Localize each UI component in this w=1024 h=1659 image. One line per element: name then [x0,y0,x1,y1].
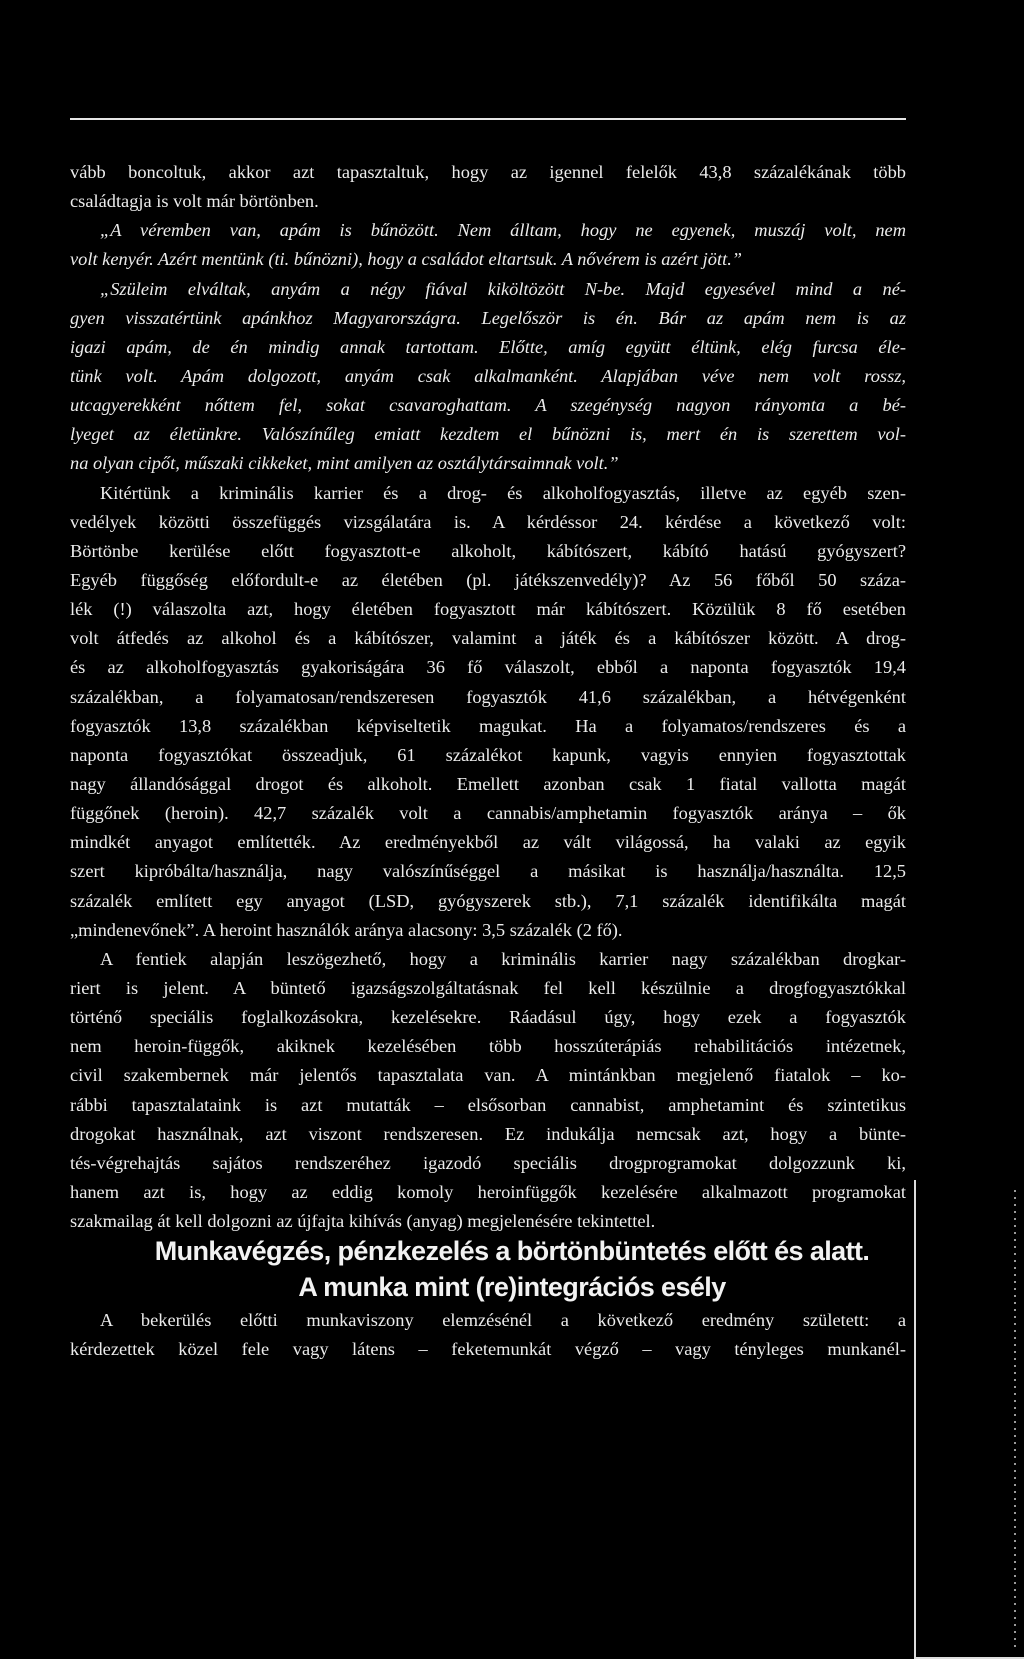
quote-line: tünk volt. Apám dolgozott, anyám csak alkalmanként. Alapjában véve nem volt rossz, [70,365,906,386]
text-line: tés-végrehajtás sajátos rendszeréhez igazodó speciális drogprogramokat dolgozzunk ki, [70,1152,906,1173]
text-line: Börtönbe kerülése előtt fogyasztott-e alkoholt, kábítószert, kábító hatású gyógyszert? [70,540,906,561]
text-line: lék (!) válaszolta azt, hogy életében fogyasztott már kábítószert. Közülük 8 fő esetében [70,599,906,620]
text-line: rábbi tapasztalataink is azt mutatták – elsősorban cannabist, amphetamint és szintetikus [70,1094,906,1115]
text-line: vedélyek közötti összefüggés vizsgálatára is. A kérdéssor 24. kérdése a következő volt: [70,511,906,532]
quote-line: gyen visszatértünk apánkhoz Magyarországra. Legelőször is én. Bár az apám nem is az [70,307,906,328]
text-line: „mindenevőnek”. A heroint használók aránya alacsony: 3,5 százalék (2 fő). [70,919,623,940]
section-heading-line-1: Munkavégzés, pénzkezelés a börtönbüntetés előtt és alatt. [154,1236,870,1266]
text-line: családtagja is volt már börtönben. [70,191,319,212]
quote-line: „Szüleim elváltak, anyám a négy fiával kiköltözött N-be. Majd egyesével mind a né- [100,278,906,299]
margin-dotted-line [1014,1190,1016,1650]
text-line: volt átfedés az alkohol és a kábítószer, valamint a játék és a kábítószer között. A drog- [70,628,906,649]
quote-line: igazi apám, de én mindig annak tartottam. Előtte, amíg együtt éltünk, elég furcsa éle- [70,336,906,357]
quote-line: utcagyerekként nőttem fel, sokat csavaroghattam. A szegénység nagyon rányomta a bé- [70,395,906,416]
text-line: hanem azt is, hogy az eddig komoly heroinfüggők kezelésére alkalmazott programokat [70,1181,906,1202]
text-line: nem heroin-függők, akiknek kezelésében több hosszúterápiás rehabilitációs intézetnek, [70,1036,906,1057]
text-line: Egyéb függőség előfordult-e az életében (pl. játékszenvedély)? Az 56 főből 50 száza- [70,569,906,590]
section-heading [0,1233,1024,1305]
text-line: százalék említett egy anyagot (LSD, gyógyszerek stb.), 7,1 százalék identifikálta magát [70,890,906,911]
text-line: szert kipróbálta/használja, nagy valószínűséggel a másikat is használja/használta. 12,5 [70,861,906,882]
text-line: drogokat használnak, azt viszont rendszeresen. Ez indukálja nemcsak azt, hogy a bünte- [70,1123,906,1144]
text-line: kérdezettek közel fele vagy látens – feketemunkát végző – vagy tényleges munkanél- [70,1339,906,1360]
text-line: függőnek (heroin). 42,7 százalék volt a cannabis/amphetamin fogyasztók aránya – ők [70,803,906,824]
margin-bracket-vertical [914,1180,916,1658]
text-line: szakmailag át kell dolgozni az újfajta kihívás (anyag) megjelenésére tekintettel. [70,1211,656,1232]
quote-line: „A véremben van, apám is bűnözött. Nem álltam, hogy ne egyenek, muszáj volt, nem [100,220,906,241]
section-body-text [70,1306,906,1364]
quote-line: na olyan cipőt, műszaki cikkeket, mint amilyen az osztálytársaimnak volt.” [70,453,619,474]
text-line: civil szakembernek már jelentős tapasztalata van. A mintánkban megjelenő fiatalok – ko- [70,1065,906,1086]
text-line: mindkét anyagot említették. Az eredményekből az vált világossá, ha valaki az egyik [70,832,906,853]
text-line: és az alkoholfogyasztás gyakoriságára 36 fő válaszolt, ebből a naponta fogyasztók 19,4 [70,657,906,678]
text-line: fogyasztók 13,8 százalékban képviseltetik magukat. Ha a folyamatos/rendszeres és a [70,715,906,736]
quote-line: lyeget az életünkre. Valószínűleg emiatt kezdtem el bűnözni is, mert én is szerettem vol- [70,424,906,445]
text-line: A fentiek alapján leszögezhető, hogy a kriminális karrier nagy százalékban drogkar- [100,948,906,969]
text-line: Kitértünk a kriminális karrier és a drog- és alkoholfogyasztás, illetve az egyéb szen- [100,482,906,503]
section-heading-line-2: A munka mint (re)integrációs esély [298,1272,726,1302]
header-rule [70,118,906,120]
text-line: naponta fogyasztókat összeadjuk, 61 százalékot kapunk, vagyis ennyien fogyasztottak [70,744,906,765]
text-line: százalékban, a folyamatosan/rendszeresen fogyasztók 41,6 százalékban, a hétvégenként [70,686,906,707]
text-line: nagy állandósággal drogot és alkoholt. Emellett azonban csak 1 fiatal vallotta magát [70,773,906,794]
text-line: történő speciális foglalkozásokra, kezelésekre. Ráadásul úgy, hogy ezek a fogyasztók [70,1007,906,1028]
text-line: riert is jelent. A büntető igazságszolgáltatásnak fel kell készülnie a drogfogyasztókkal [70,977,906,998]
body-text [70,158,906,1236]
quote-line: volt kenyér. Azért mentünk (ti. bűnözni), hogy a családot eltartsuk. A nővérem is azért jött.” [70,249,743,270]
text-line: A bekerülés előtti munkaviszony elemzésénél a következő eredmény született: a [100,1310,906,1330]
text-line: vább boncoltuk, akkor azt tapasztaltuk, hogy az igennel felelők 43,8 százalékának több [70,162,906,182]
